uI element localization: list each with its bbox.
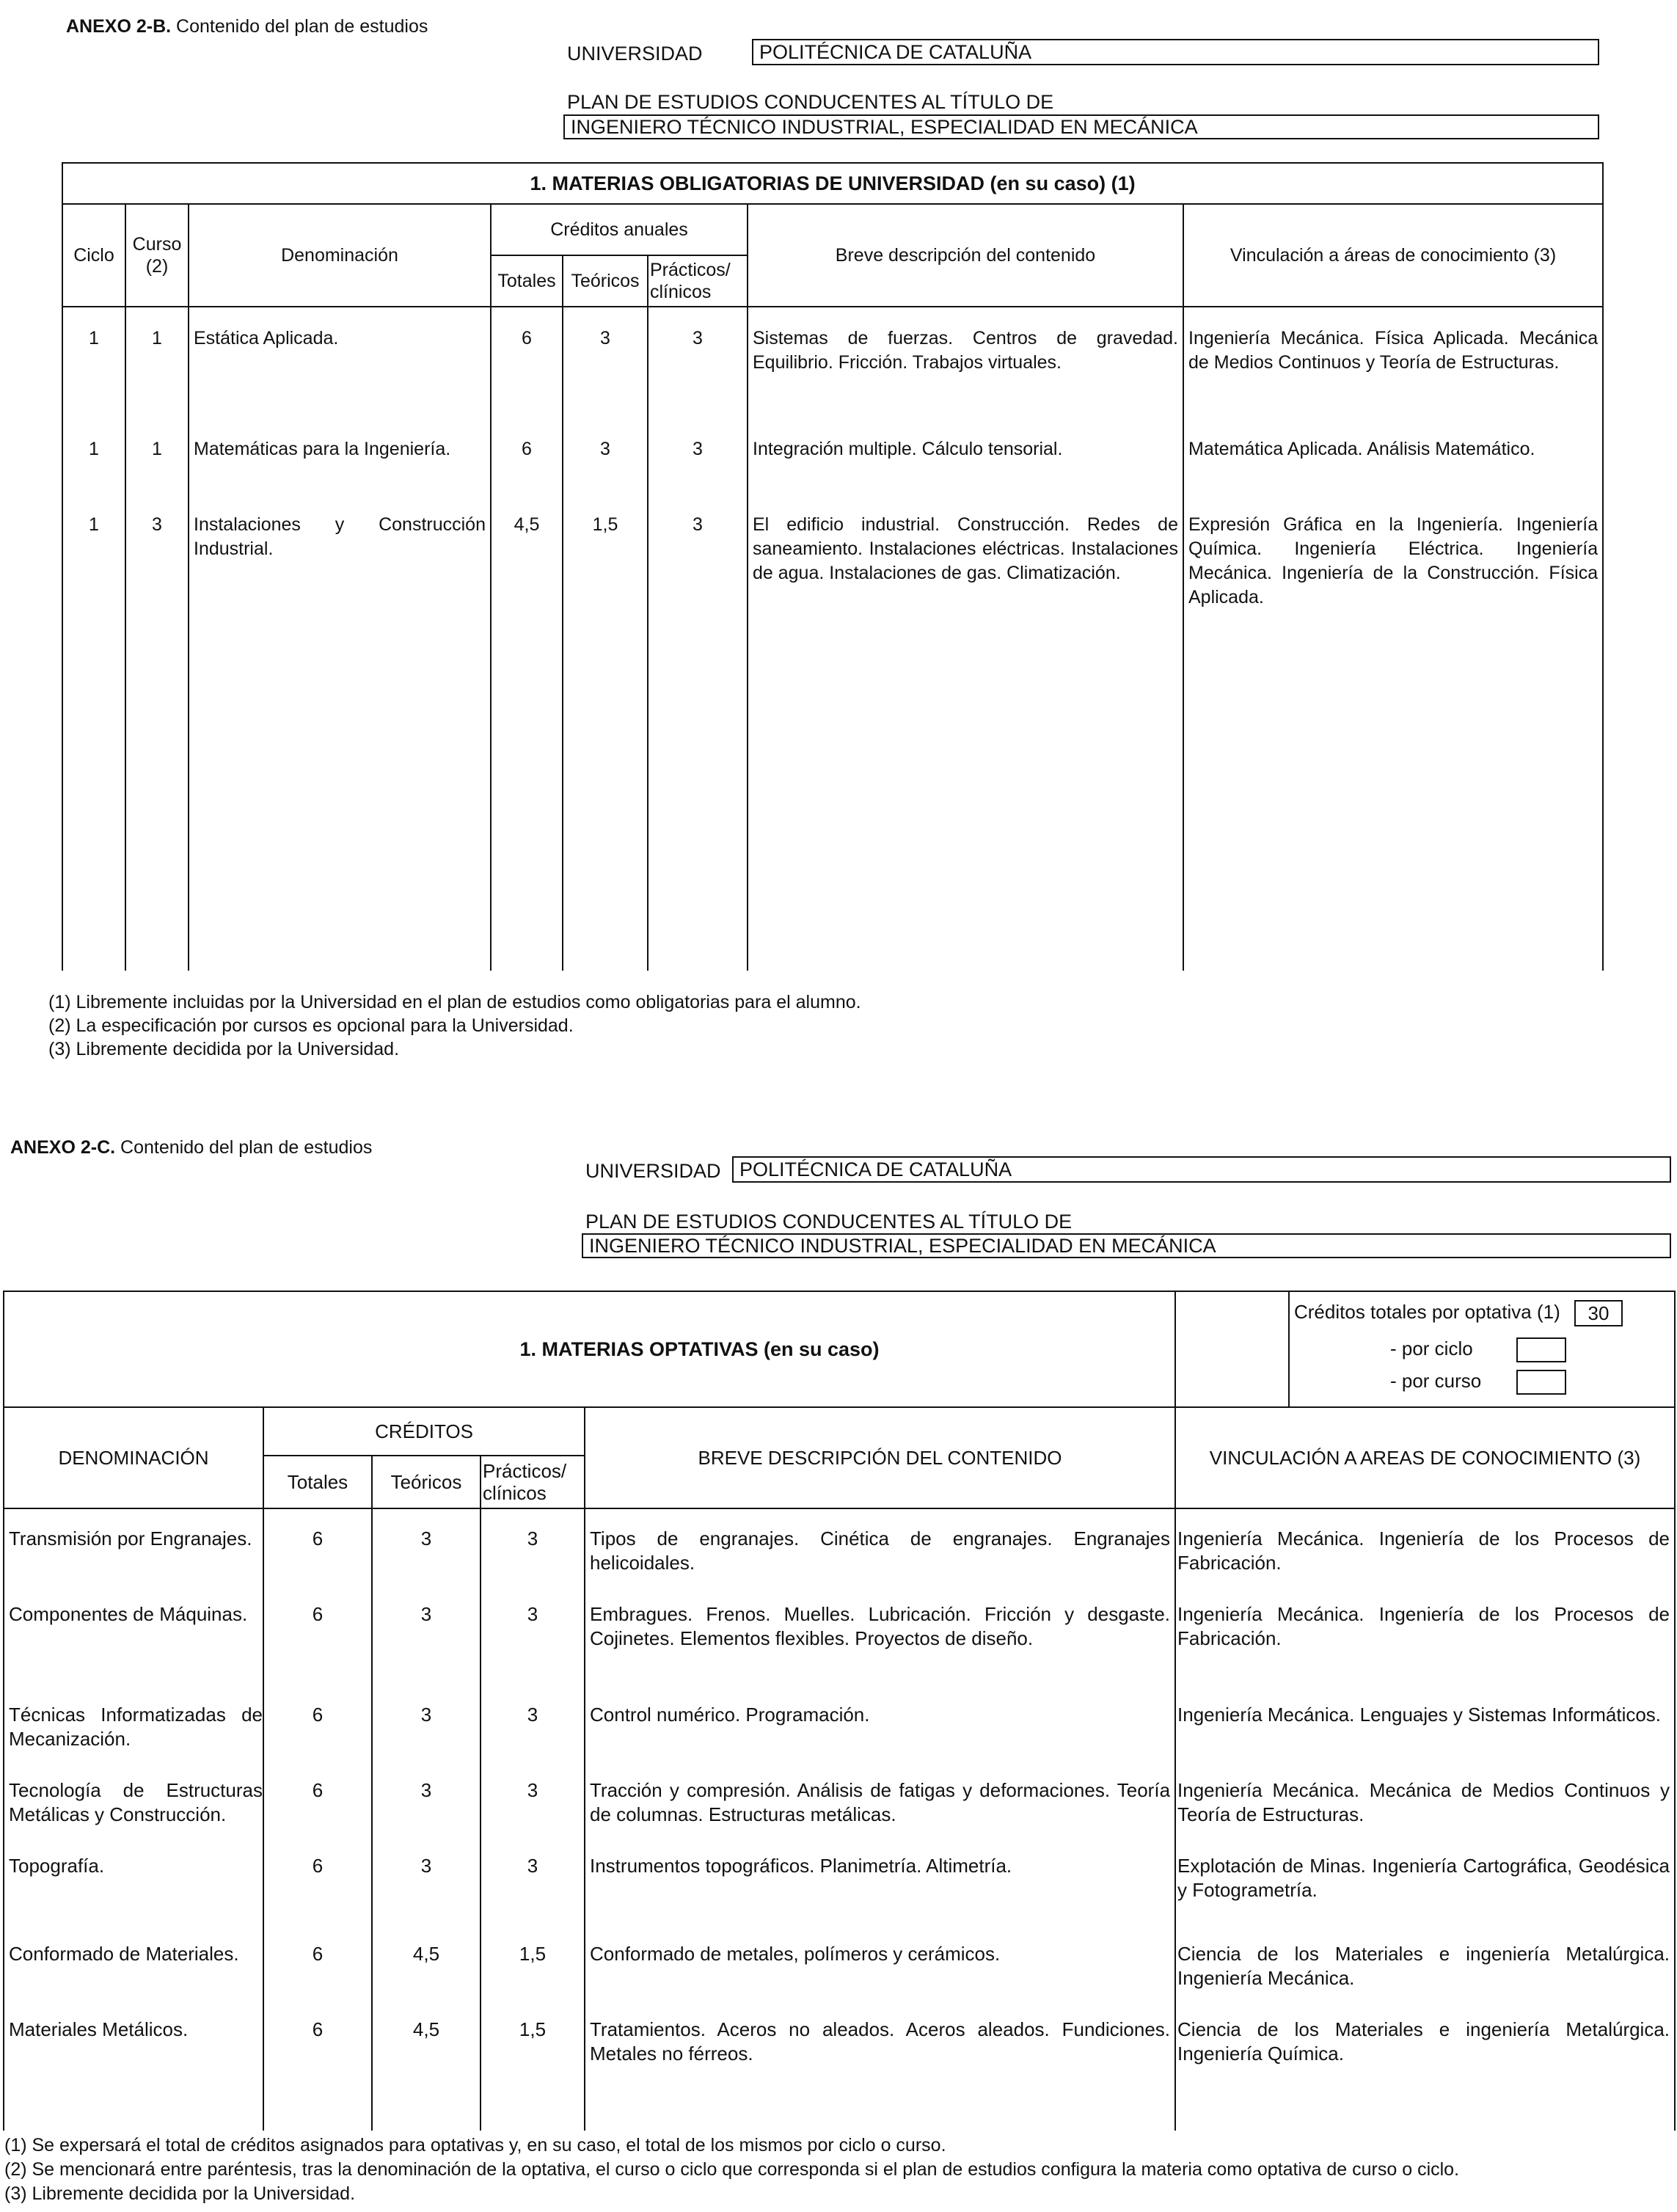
annex-c-plan-field: INGENIERO TÉCNICO INDUSTRIAL, ESPECIALIDAD EN MECÁNICA [582, 1233, 1671, 1258]
annex-c-label [10, 1137, 372, 1158]
credits-total-row [1294, 1297, 1623, 1326]
table-cell: Control numérico. Programación. [590, 1704, 870, 1726]
table-cell: Conformado de Materiales. [9, 1943, 239, 1965]
footnote: (2) La especificación por cursos es opcional para la Universidad. [48, 1015, 574, 1036]
table-cell: 6 [312, 1704, 324, 1726]
footnote: (3) Libremente decidida por la Universidad. [48, 1039, 400, 1059]
table-cell: Integración multiple. Cálculo tensorial. [753, 439, 1063, 459]
table-cell: Ingeniería Mecánica. Ingeniería de los Procesos de Fabricación. [1177, 1527, 1670, 1574]
col-header-descripcion: Breve descripción del contenido [748, 204, 1183, 307]
annex-c-table [3, 1291, 1676, 2131]
annex-c-university-field: POLITÉCNICA DE CATALUÑA [732, 1156, 1671, 1183]
credits-total-box [1574, 1300, 1623, 1326]
table-cell: Explotación de Minas. Ingeniería Cartográfica, Geodésica y Fotogrametría. [1177, 1855, 1670, 1901]
table-cell: 3 [420, 1855, 432, 1877]
table-cell: Tipos de engranajes. Cinética de engranajes. Engranajes helicoidales. [590, 1527, 1171, 1574]
col-header-descripcion: BREVE DESCRIPCIÓN DEL CONTENIDO [585, 1407, 1175, 1508]
table-cell: Matemáticas para la Ingeniería. [194, 439, 451, 459]
table-cell: Sistemas de fuerzas. Centros de gravedad. Equilibrio. Fricción. Trabajos virtuales. [753, 328, 1178, 373]
table-cell: Matemática Aplicada. Análisis Matemático. [1188, 439, 1535, 459]
annex-b-plan-field: INGENIERO TÉCNICO INDUSTRIAL, ESPECIALIDAD EN MECÁNICA [563, 114, 1599, 139]
table-cell: 3 [693, 328, 703, 348]
annex-c-table-title: 1. MATERIAS OPTATIVAS (en su caso) [4, 1291, 1175, 1407]
table-cell: Ingeniería Mecánica. Mecánica de Medios Continuos y Teoría de Estructuras. [1177, 1779, 1670, 1825]
table-cell: 4,5 [412, 2018, 440, 2040]
table-cell: 3 [420, 1603, 432, 1625]
col-header-denominacion: DENOMINACIÓN [4, 1407, 263, 1508]
annex-b-university-field: POLITÉCNICA DE CATALUÑA [752, 39, 1599, 65]
annex-b-col-practicos [648, 307, 748, 971]
table-cell: 3 [420, 1704, 432, 1726]
table-cell: Instrumentos topográficos. Planimetría. Altimetría. [590, 1855, 1012, 1877]
footnote: (1) Libremente incluidas por la Universidad en el plan de estudios como obligatorias para el alumno. [48, 992, 861, 1012]
table-cell: 3 [152, 514, 162, 535]
table-cell: 1 [89, 514, 99, 535]
table-cell: 1,5 [519, 1943, 547, 1965]
annex-b-label-bold: ANEXO 2-B. [66, 16, 172, 37]
table-cell: 6 [312, 1527, 324, 1550]
footnote: (3) Libremente decidida por la Universidad. [4, 2183, 356, 2204]
table-cell: 1 [89, 328, 99, 348]
table-cell: 4,5 [514, 514, 540, 535]
annex-c-col-vinculacion [1175, 1508, 1675, 2131]
annex-b-col-ciclo [62, 307, 125, 971]
annex-b-university-label: UNIVERSIDAD [567, 43, 703, 65]
annex-c-notes [4, 2133, 1459, 2206]
footnote: (2) Se mencionará entre paréntesis, tras la denominación de la optativa, el curso o ciclo que corresponda si el plan de estudios configura la materia como optativa de curso o ciclo. [4, 2159, 1460, 2180]
col-header-practicos: Prácticos/ clínicos [648, 255, 748, 307]
annex-c-university-label: UNIVERSIDAD [585, 1160, 721, 1182]
col-header-totales: Totales [491, 255, 563, 307]
table-cell: 3 [693, 439, 703, 459]
annex-b-table [62, 162, 1604, 971]
annex-c-col-totales [263, 1508, 372, 2131]
table-cell: Tracción y compresión. Análisis de fatigas y deformaciones. Teoría de columnas. Estructuras metálicas. [590, 1779, 1171, 1825]
table-cell: Ciencia de los Materiales e ingeniería Metalúrgica. Ingeniería Química. [1177, 2018, 1670, 2065]
col-header-totales: Totales [263, 1456, 372, 1508]
col-header-creditos: Créditos anuales [491, 204, 748, 255]
annex-b-label-rest: Contenido del plan de estudios [171, 16, 428, 37]
annex-c-col-denominacion [4, 1508, 263, 2131]
table-cell: El edificio industrial. Construcción. Redes de saneamiento. Instalaciones eléctricas. Instalaciones de agua. Instalaciones de gas. Climatización. [753, 514, 1178, 583]
table-cell: 3 [600, 439, 610, 459]
table-cell: Ciencia de los Materiales e ingeniería Metalúrgica. Ingeniería Mecánica. [1177, 1943, 1670, 1989]
table-cell: Ingeniería Mecánica. Ingeniería de los Procesos de Fabricación. [1177, 1603, 1670, 1649]
table-cell: Materiales Metálicos. [9, 2018, 189, 2040]
table-cell: 3 [527, 1704, 538, 1726]
table-cell: 3 [693, 514, 703, 535]
table-cell: 6 [312, 1779, 324, 1801]
table-cell: 1 [89, 439, 99, 459]
table-cell: Tecnología de Estructuras Metálicas y Construcción. [9, 1779, 263, 1825]
annex-c-plan-label: PLAN DE ESTUDIOS CONDUCENTES AL TÍTULO DE [585, 1211, 1073, 1233]
table-cell: 1,5 [519, 2018, 547, 2040]
table-cell: 3 [420, 1779, 432, 1801]
col-header-practicos: Prácticos/ clínicos [481, 1456, 585, 1508]
col-header-vinculacion: Vinculación a áreas de conocimiento (3) [1183, 204, 1603, 307]
table-cell: Estática Aplicada. [194, 328, 339, 348]
por-ciclo-label: - por ciclo [1390, 1337, 1473, 1359]
table-cell: 4,5 [412, 1943, 440, 1965]
col-header-creditos: CRÉDITOS [263, 1407, 585, 1456]
table-cell: 6 [312, 1943, 324, 1965]
annex-b-col-teoricos [563, 307, 648, 971]
table-cell: 3 [600, 328, 610, 348]
por-curso-label: - por curso [1390, 1370, 1482, 1392]
footnote: (1) Se expersará el total de créditos asignados para optativas y, en su caso, el total de los mismos por ciclo o curso. [4, 2135, 946, 2156]
table-cell: Ingeniería Mecánica. Física Aplicada. Mecánica de Medios Continuos y Teoría de Estructuras. [1188, 328, 1599, 373]
table-cell: Técnicas Informatizadas de Mecanización. [9, 1704, 263, 1750]
table-cell: Topografía. [9, 1855, 105, 1877]
annex-b-col-descripcion [748, 307, 1183, 971]
table-cell: 6 [312, 1603, 324, 1625]
table-cell: Instalaciones y Construcción Industrial. [194, 514, 486, 559]
credits-panel-divider [1288, 1291, 1290, 1407]
table-cell: Expresión Gráfica en la Ingeniería. Ingeniería Química. Ingeniería Eléctrica. Ingeniería Mecánica. Ingeniería de la Construcción. Física Aplicada. [1188, 514, 1599, 607]
annex-c-label-rest: Contenido del plan de estudios [115, 1137, 373, 1158]
annex-b-col-denominacion [189, 307, 491, 971]
por-curso-box [1516, 1370, 1566, 1395]
table-cell: 6 [312, 2018, 324, 2040]
annex-b-label [66, 16, 428, 37]
table-cell: 6 [522, 439, 532, 459]
table-cell: Embragues. Frenos. Muelles. Lubricación. Fricción y desgaste. Cojinetes. Elementos flexibles. Proyectos de diseño. [590, 1603, 1171, 1649]
table-cell: Transmisión por Engranajes. [9, 1527, 252, 1550]
annex-b-notes [48, 990, 861, 1061]
col-header-teoricos: Teóricos [563, 255, 648, 307]
table-cell: Ingeniería Mecánica. Lenguajes y Sistemas Informáticos. [1177, 1704, 1662, 1726]
col-header-teoricos: Teóricos [372, 1456, 481, 1508]
col-header-curso: Curso (2) [125, 204, 189, 307]
annex-b-col-vinculacion [1183, 307, 1603, 971]
col-header-ciclo: Ciclo [62, 204, 125, 307]
annex-c-col-practicos [481, 1508, 585, 2131]
col-header-denominacion: Denominación [189, 204, 491, 307]
table-cell: 6 [522, 328, 532, 348]
table-cell: 1,5 [592, 514, 618, 535]
table-cell: 1 [152, 439, 162, 459]
table-cell: 1 [152, 328, 162, 348]
annex-b-col-curso [125, 307, 189, 971]
table-cell: 3 [527, 1855, 538, 1877]
credits-total-value: 30 [1588, 1302, 1610, 1325]
table-cell: Tratamientos. Aceros no aleados. Aceros aleados. Fundiciones. Metales no férreos. [590, 2018, 1171, 2065]
table-cell: 3 [420, 1527, 432, 1550]
table-cell: 6 [312, 1855, 324, 1877]
col-header-vinculacion: VINCULACIÓN A AREAS DE CONOCIMIENTO (3) [1175, 1407, 1675, 1508]
table-cell: Conformado de metales, polímeros y cerámicos. [590, 1943, 1001, 1965]
table-cell: 3 [527, 1779, 538, 1801]
annex-b-plan-label: PLAN DE ESTUDIOS CONDUCENTES AL TÍTULO DE [567, 91, 1054, 113]
annex-b-col-totales [491, 307, 563, 971]
credits-por-ciclo-row [1390, 1334, 1566, 1363]
annex-c-col-teoricos [372, 1508, 481, 2131]
annex-c-col-descripcion [585, 1508, 1175, 2131]
annex-c-label-bold: ANEXO 2-C. [10, 1137, 116, 1158]
table-cell: 3 [527, 1527, 538, 1550]
annex-b-table-title: 1. MATERIAS OBLIGATORIAS DE UNIVERSIDAD (en su caso) (1) [62, 163, 1603, 204]
table-cell: Componentes de Máquinas. [9, 1603, 248, 1625]
credits-total-label: Créditos totales por optativa (1) [1294, 1301, 1560, 1323]
por-ciclo-box [1516, 1337, 1566, 1362]
table-cell: 3 [527, 1603, 538, 1625]
credits-por-curso-row [1390, 1366, 1566, 1395]
